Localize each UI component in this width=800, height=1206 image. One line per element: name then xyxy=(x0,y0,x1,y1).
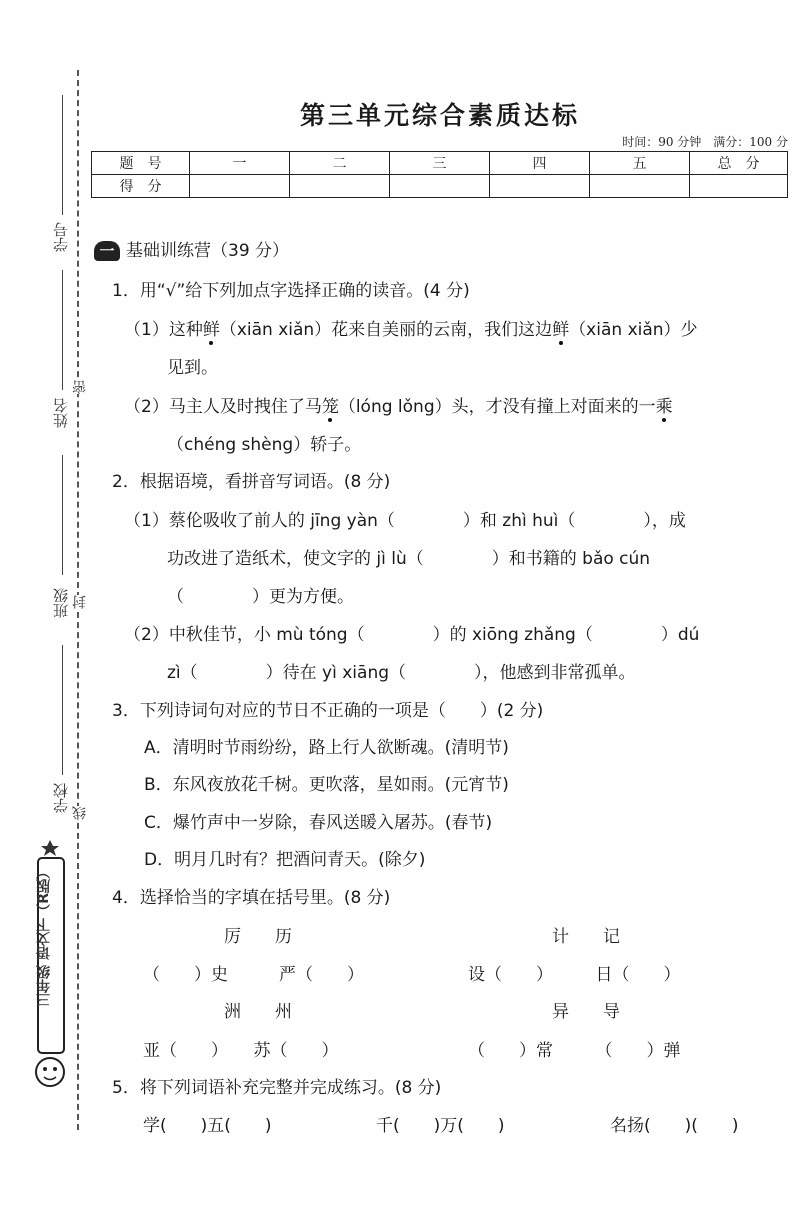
q1-item-2: （2）马主人及时拽住了马笼（lóng lǒng）头，才没有撞上对面来的一乘 xyxy=(124,397,673,417)
score-cell[interactable] xyxy=(690,175,788,198)
q2-line-1: （1）蔡伦吸收了前人的 jīng yàn（ ）和 zhì huì（ ），成 xyxy=(124,511,686,531)
q5-word-2: 千( )万( ) xyxy=(376,1116,505,1136)
score-cell[interactable] xyxy=(390,175,490,198)
label-student-no: 学号 xyxy=(52,222,70,252)
score-cell[interactable] xyxy=(290,175,390,198)
q5-stem: 5．将下列词语补充完整并完成练习。(8 分) xyxy=(112,1078,442,1098)
score-table-header-row xyxy=(92,152,788,175)
q3-option-c[interactable]: C．爆竹声中一岁除，春风送暖入屠苏。(春节) xyxy=(144,813,493,833)
header-cell: 二 xyxy=(290,152,390,175)
header-cell: 一 xyxy=(190,152,290,175)
q2-stem: 2．根据语境，看拼音写词语。(8 分) xyxy=(112,472,391,492)
q4-group-4-blanks: （ ）常 （ ）弹 xyxy=(468,1041,681,1061)
blank-line-name xyxy=(62,270,63,390)
q3-option-a[interactable]: A．清明时节雨纷纷，路上行人欲断魂。(清明节) xyxy=(144,738,509,758)
mascot-icon xyxy=(36,1058,64,1086)
q5-word-1: 学( )五( ) xyxy=(143,1116,272,1136)
section-number: 一 xyxy=(94,241,120,261)
q2-line-3: （ ）更为方便。 xyxy=(167,587,354,607)
q4-group-3-chars: 洲 州 xyxy=(224,1002,292,1022)
q4-group-2-chars: 计 记 xyxy=(552,927,620,947)
q4-group-3-blanks: 亚（ ） 苏（ ） xyxy=(143,1041,339,1061)
blank-line-class xyxy=(62,455,63,575)
score-table xyxy=(91,151,788,198)
row-label: 得 分 xyxy=(92,175,190,198)
q2-line-4: （2）中秋佳节，小 mù tóng（ ）的 xiōng zhǎng（ ）dú xyxy=(124,625,700,645)
page-title: 第三单元综合素质达标 xyxy=(299,101,580,130)
time-and-score-info: 时间：90 分钟 满分：100 分 xyxy=(622,135,788,149)
q4-group-1-chars: 厉 历 xyxy=(224,927,292,947)
score-cell[interactable] xyxy=(590,175,690,198)
dotted-char: 鲜 xyxy=(552,320,570,340)
label-class: 班级 xyxy=(52,588,70,618)
score-cell[interactable] xyxy=(490,175,590,198)
book-title: 三年级 语文下（R版） xyxy=(36,865,52,1007)
q1-item-1-cont: 见到。 xyxy=(167,358,218,378)
q4-stem: 4．选择恰当的字填在括号里。(8 分) xyxy=(112,888,391,908)
dotted-char: 乘 xyxy=(655,397,673,417)
score-table-score-row xyxy=(92,175,788,198)
seal-mark-1: 密 xyxy=(72,380,88,394)
header-cell: 题 号 xyxy=(92,152,190,175)
star-icon xyxy=(41,840,59,856)
header-cell: 总 分 xyxy=(690,152,788,175)
q1-item-1: （1）这种鲜（xiān xiǎn）花来自美丽的云南，我们这边鲜（xiān xiǎn）少 xyxy=(124,320,698,340)
q1-stem: 1．用“√”给下列加点字选择正确的读音。(4 分) xyxy=(112,281,470,301)
header-cell: 五 xyxy=(590,152,690,175)
q4-group-1-blanks: （ ）史 严（ ） xyxy=(143,965,364,985)
label-name: 姓名 xyxy=(52,398,70,428)
q4-group-2-blanks: 设（ ） 日（ ） xyxy=(468,965,681,985)
q3-stem: 3．下列诗词句对应的节日不正确的一项是（ ）(2 分) xyxy=(112,701,544,721)
section-heading xyxy=(94,236,289,261)
q2-line-5: zì（ ）待在 yì xiāng（ ），他感到非常孤单。 xyxy=(167,663,636,683)
dotted-char: 鲜 xyxy=(202,320,220,340)
seal-mark-2: 封 xyxy=(72,595,88,609)
q2-line-2: 功改进了造纸术，使文字的 jì lù（ ）和书籍的 bǎo cún xyxy=(167,549,651,569)
blank-line-school xyxy=(62,645,63,775)
q4-group-4-chars: 异 导 xyxy=(552,1002,620,1022)
q3-option-b[interactable]: B．东风夜放花千树。更吹落，星如雨。(元宵节) xyxy=(144,775,509,795)
header-cell: 三 xyxy=(390,152,490,175)
q1-item-2-cont: （chéng shèng）轿子。 xyxy=(167,435,362,455)
score-cell[interactable] xyxy=(190,175,290,198)
section-title: 基础训练营（39 分） xyxy=(126,241,290,261)
dotted-char: 笼 xyxy=(321,397,339,417)
seal-mark-3: 线 xyxy=(72,806,88,820)
q3-option-d[interactable]: D．明月几时有？把酒问青天。(除夕) xyxy=(144,850,426,870)
label-school: 学校 xyxy=(52,783,70,813)
header-cell: 四 xyxy=(490,152,590,175)
q5-word-3: 名扬( )( ) xyxy=(610,1116,739,1136)
